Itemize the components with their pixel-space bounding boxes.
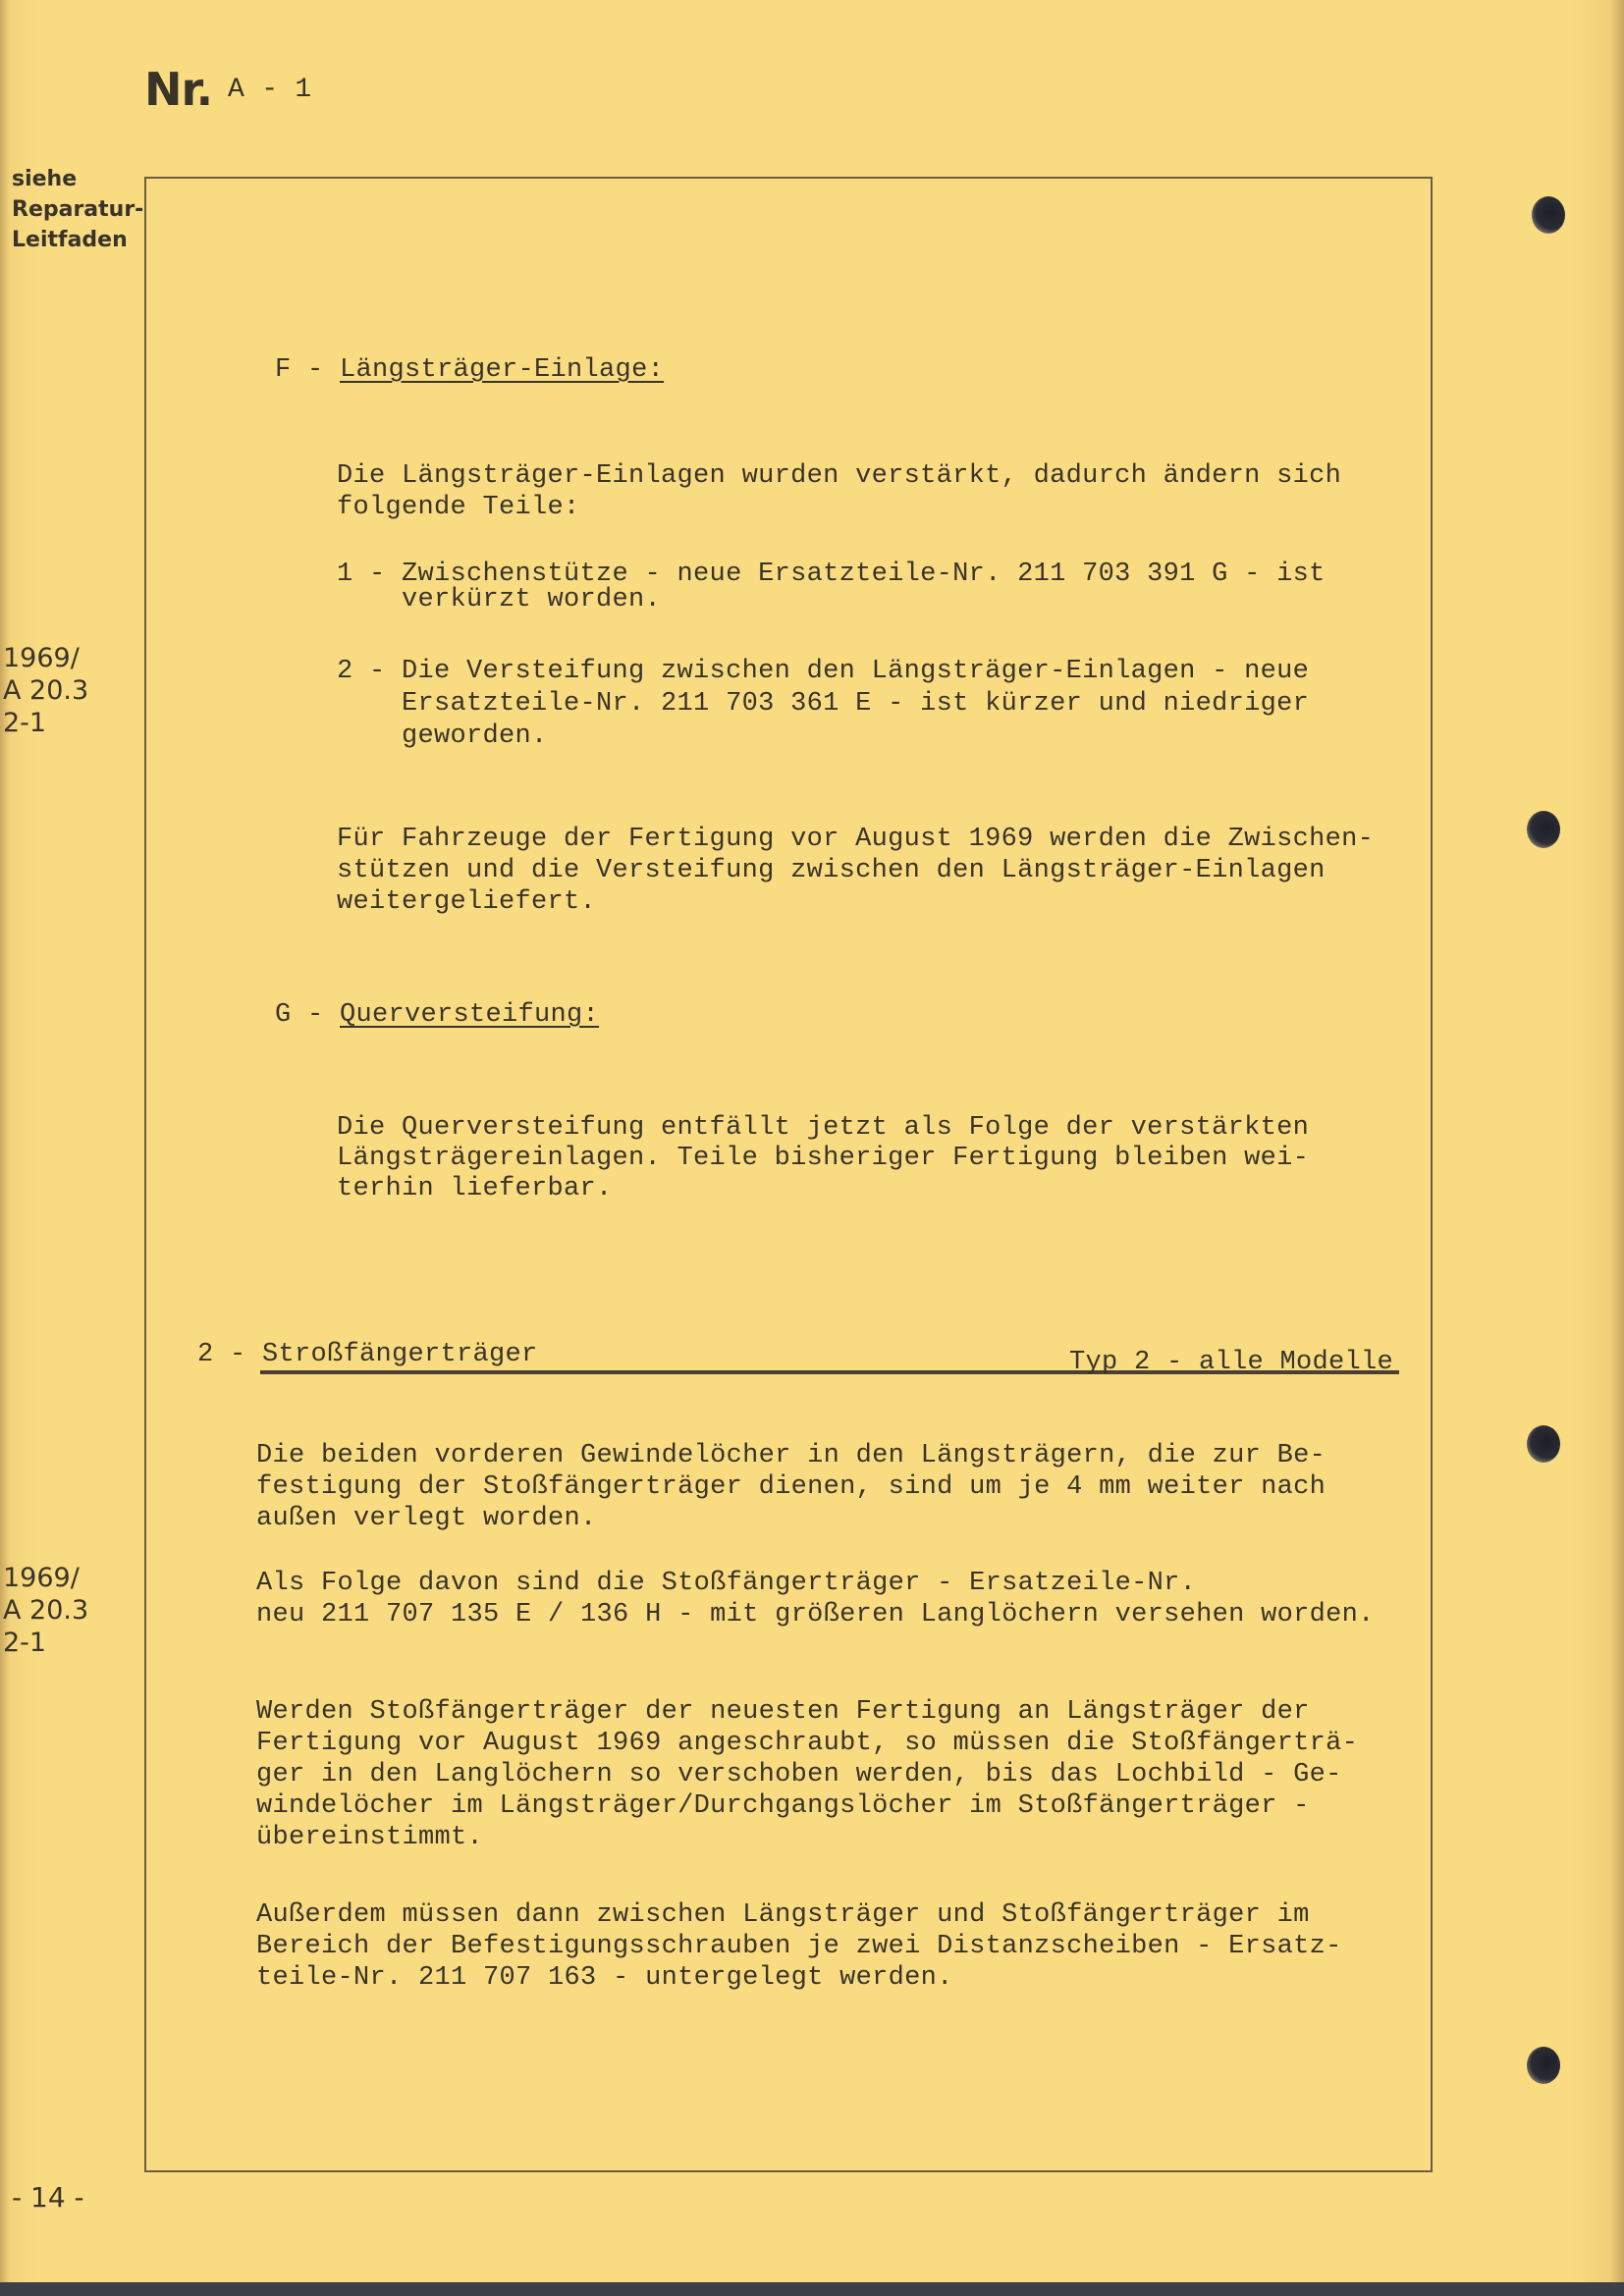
margin-reference — [12, 167, 143, 258]
text-line: 2-1 — [3, 1628, 47, 1658]
text-line: Fertigung vor August 1969 angeschraubt, so müssen die Stoßfängerträ- — [256, 1729, 1359, 1758]
scan-edge — [0, 2282, 1624, 2296]
text-line: 2 - Die Versteifung zwischen den Längsträger-Einlagen - neue — [337, 657, 1310, 686]
text-line: Ersatzteile-Nr. 211 703 361 E - ist kürzer und niedriger — [337, 689, 1310, 719]
text-line: Die beiden vorderen Gewindelöcher in den Längsträgern, die zur Be- — [256, 1441, 1326, 1470]
section-2-heading — [197, 1340, 538, 1369]
text-line: 1969/ — [3, 643, 80, 673]
section-f-item-2 — [337, 657, 1309, 754]
text-line: 1969/ — [3, 1563, 80, 1593]
text-line: Für Fahrzeuge der Fertigung vor August 1969 werden die Zwischen- — [337, 825, 1375, 854]
text-line: weitergeliefert. — [337, 887, 597, 917]
punch-hole — [1527, 811, 1560, 848]
text-line: Werden Stoßfängerträger der neuesten Fertigung an Längsträger der — [256, 1697, 1310, 1727]
section-f-item-1 — [337, 560, 1326, 614]
text-line: Bereich der Befestigungsschrauben je zwei Distanzscheiben - Ersatz- — [256, 1932, 1342, 1961]
punch-hole — [1527, 1425, 1560, 1463]
section-f-prefix: F - — [275, 355, 341, 385]
text-line: übereinstimmt. — [256, 1823, 484, 1852]
section-g-heading — [275, 1000, 599, 1030]
section-f-heading — [275, 355, 664, 385]
text-line: Längsträgereinlagen. Teile bisheriger Fertigung bleiben wei- — [337, 1144, 1310, 1173]
text-line: A 20.3 — [3, 675, 89, 706]
margin-note — [3, 1563, 88, 1660]
section-2-paragraph-3 — [256, 1697, 1358, 1854]
section-2-type: Typ 2 - alle Modelle — [1069, 1348, 1394, 1377]
section-2-paragraph-1 — [256, 1441, 1326, 1535]
text-line: festigung der Stoßfängerträger dienen, sind um je 4 mm weiter nach — [256, 1472, 1326, 1502]
text-line: außen verlegt worden. — [256, 1504, 597, 1533]
page-number: - 14 - — [12, 2181, 84, 2214]
section-g-prefix: G - — [275, 1000, 341, 1030]
text-line: verkürzt worden. — [337, 585, 662, 614]
punch-hole — [1527, 2047, 1560, 2084]
text-line: Außerdem müssen dann zwischen Längsträger und Stoßfängerträger im — [256, 1900, 1310, 1930]
text-line: stützen und die Versteifung zwischen den Längsträger-Einlagen — [337, 856, 1326, 885]
nr-value: A - 1 — [228, 75, 312, 105]
text-line: Die Querversteifung entfällt jetzt als Folge der verstärkten — [337, 1113, 1310, 1143]
section-2-paragraph-4 — [256, 1900, 1342, 1995]
text-line: windelöcher im Längsträger/Durchgangslöcher im Stoßfängerträger - — [256, 1791, 1310, 1821]
text-line: terhin lieferbar. — [337, 1174, 613, 1203]
section-g-text — [337, 1113, 1309, 1204]
section-2-title: Stroßfängerträger — [262, 1340, 538, 1369]
text-line: neu 211 707 135 E / 136 H - mit größeren Langlöchern versehen worden. — [256, 1600, 1375, 1629]
margin-note — [3, 643, 88, 740]
text-line: 2-1 — [3, 708, 47, 738]
punch-hole — [1532, 196, 1565, 234]
text-line: Als Folge davon sind die Stoßfängerträger - Ersatzeile-Nr. — [256, 1569, 1197, 1598]
section-f-title: Längsträger-Einlage: — [340, 355, 665, 385]
text-line: folgende Teile: — [337, 493, 580, 522]
section-2-prefix: 2 - — [197, 1340, 263, 1369]
section-g-title: Querversteifung: — [340, 1000, 600, 1030]
section-2-paragraph-2 — [256, 1569, 1375, 1631]
section-f-note — [337, 825, 1374, 919]
text-line: A 20.3 — [3, 1595, 89, 1626]
nr-label: Nr. — [144, 63, 213, 116]
text-line: siehe — [12, 167, 78, 191]
text-line: ger in den Langlöchern so verschoben werden, bis das Lochbild - Ge- — [256, 1760, 1342, 1789]
text-line: Reparatur- — [12, 197, 144, 222]
section-f-intro — [337, 461, 1341, 524]
text-line: geworden. — [337, 721, 548, 751]
text-line: 1 - Zwischenstütze - neue Ersatzteile-Nr. 211 703 391 G - ist — [337, 560, 1326, 589]
text-line: Leitfaden — [12, 228, 128, 252]
text-line: Die Längsträger-Einlagen wurden verstärkt, dadurch ändern sich — [337, 461, 1342, 491]
text-line: teile-Nr. 211 707 163 - untergelegt werden. — [256, 1963, 953, 1993]
